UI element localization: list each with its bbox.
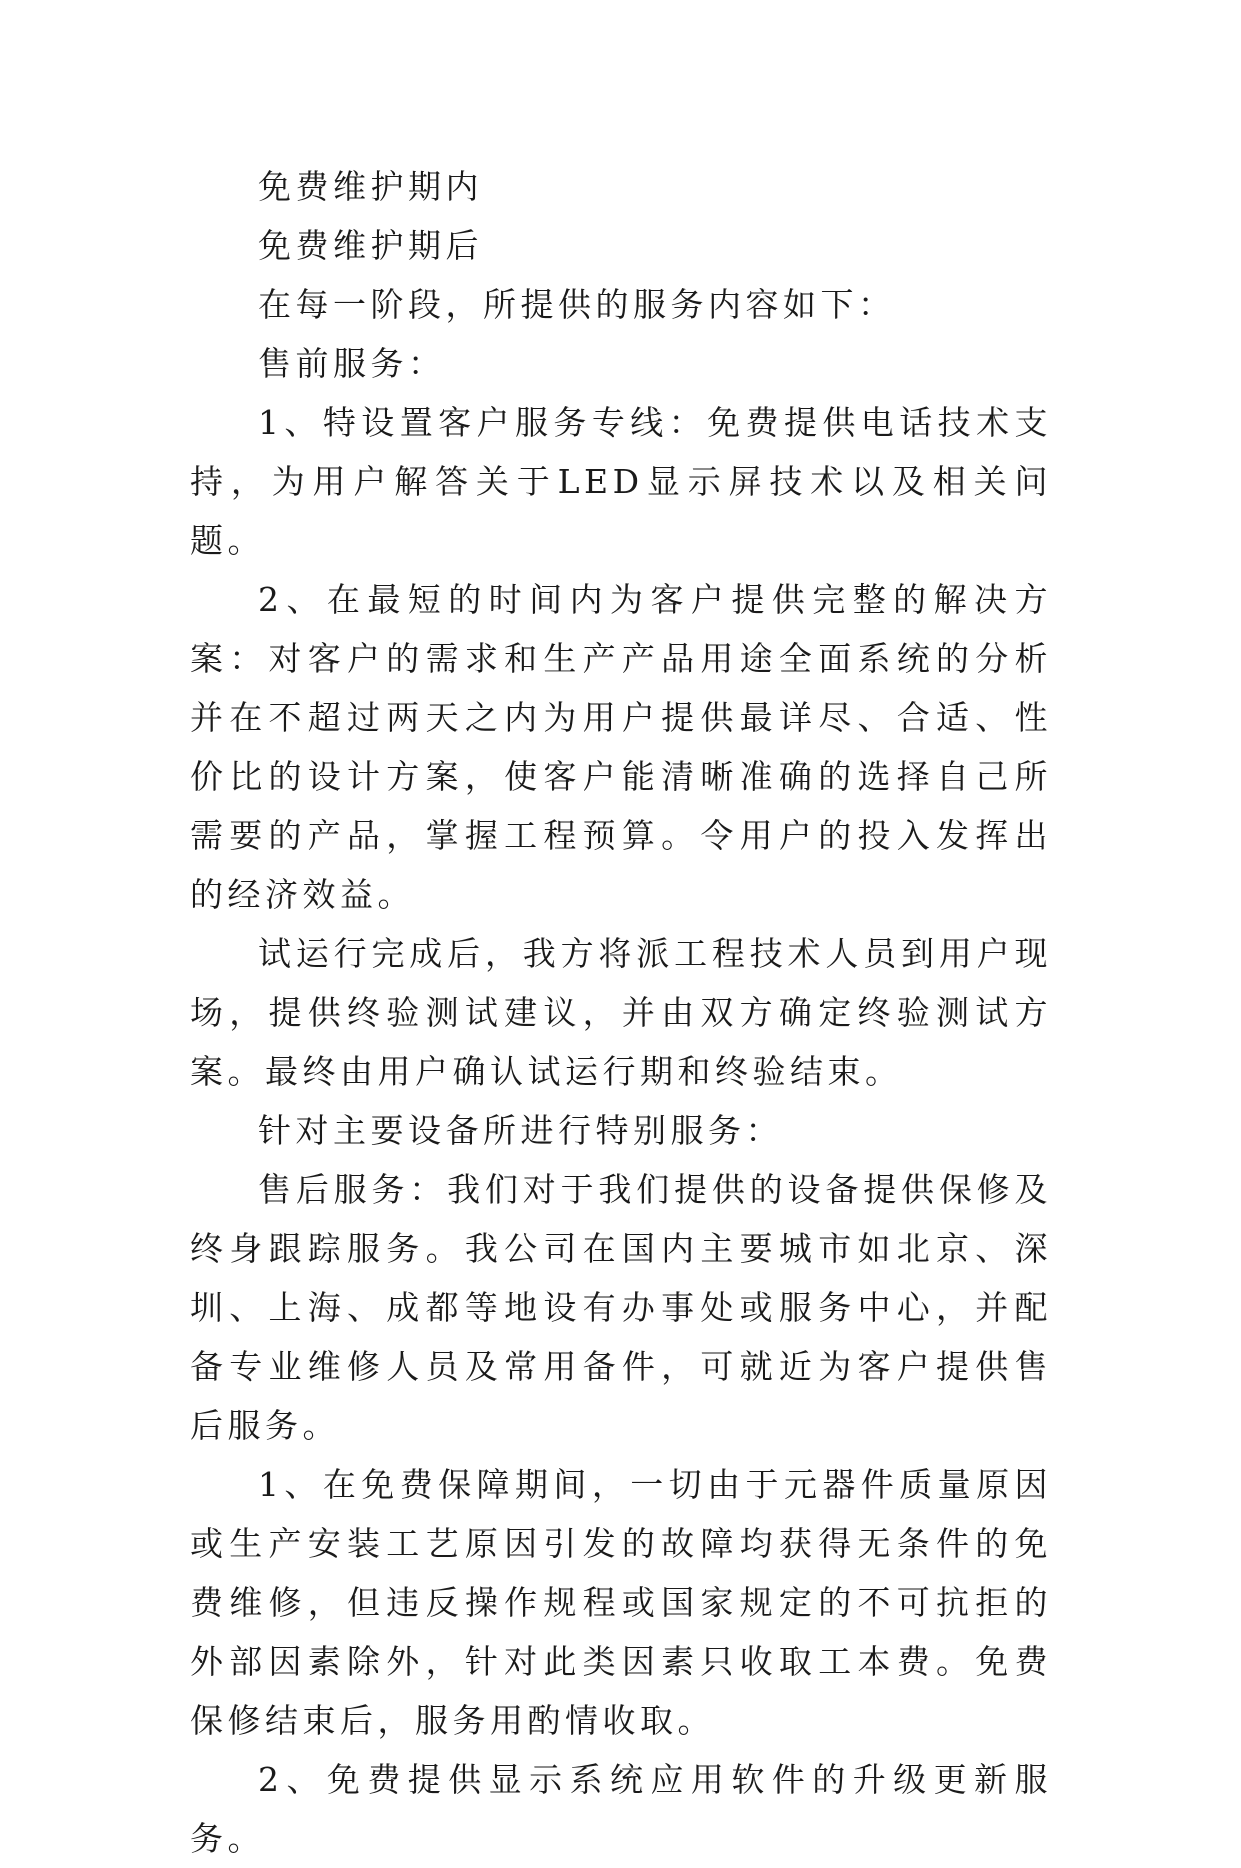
paragraph-special-service-heading: 针对主要设备所进行特别服务：: [258, 1111, 783, 1150]
paragraph-presales-item-2: 2、在最短的时间内为客户提供完整的解决方案：对客户的需求和生产产品用途全面系统的分析并在不超过两天之内为用户提供最详尽、合适、性价比的设计方案，使客户能清晰准确的选择自己所需要的产品，掌握工程预算。令用户的投入发挥出的经济效益。: [190, 580, 1052, 914]
paragraph-presales-item-1: 1、特设置客户服务专线：免费提供电话技术支持，为用户解答关于LED显示屏技术以及相关问题。: [190, 403, 1052, 560]
paragraph-free-maintenance-during: 免费维护期内: [258, 167, 483, 206]
paragraph-aftersales-item-2: 2、免费提供显示系统应用软件的升级更新服务。: [190, 1760, 1052, 1858]
paragraph-presales-heading: 售前服务：: [258, 344, 446, 383]
document-body: [190, 157, 1052, 1868]
paragraph-aftersales: 售后服务：我们对于我们提供的设备提供保修及终身跟踪服务。我公司在国内主要城市如北京、深圳、上海、成都等地设有办事处或服务中心，并配备专业维修人员及常用备件，可就近为客户提供售后服务。: [190, 1170, 1052, 1445]
paragraph-aftersales-item-1: 1、在免费保障期间，一切由于元器件质量原因或生产安装工艺原因引发的故障均获得无条件的免费维修，但违反操作规程或国家规定的不可抗拒的外部因素除外，针对此类因素只收取工本费。免费保修结束后，服务用酌情收取。: [190, 1465, 1052, 1740]
paragraph-trial-run: 试运行完成后，我方将派工程技术人员到用户现场，提供终验测试建议，并由双方确定终验测试方案。最终由用户确认试运行期和终验结束。: [190, 934, 1052, 1091]
paragraph-stage-services-intro: 在每一阶段，所提供的服务内容如下：: [258, 285, 896, 324]
paragraph-free-maintenance-after: 免费维护期后: [258, 226, 483, 265]
